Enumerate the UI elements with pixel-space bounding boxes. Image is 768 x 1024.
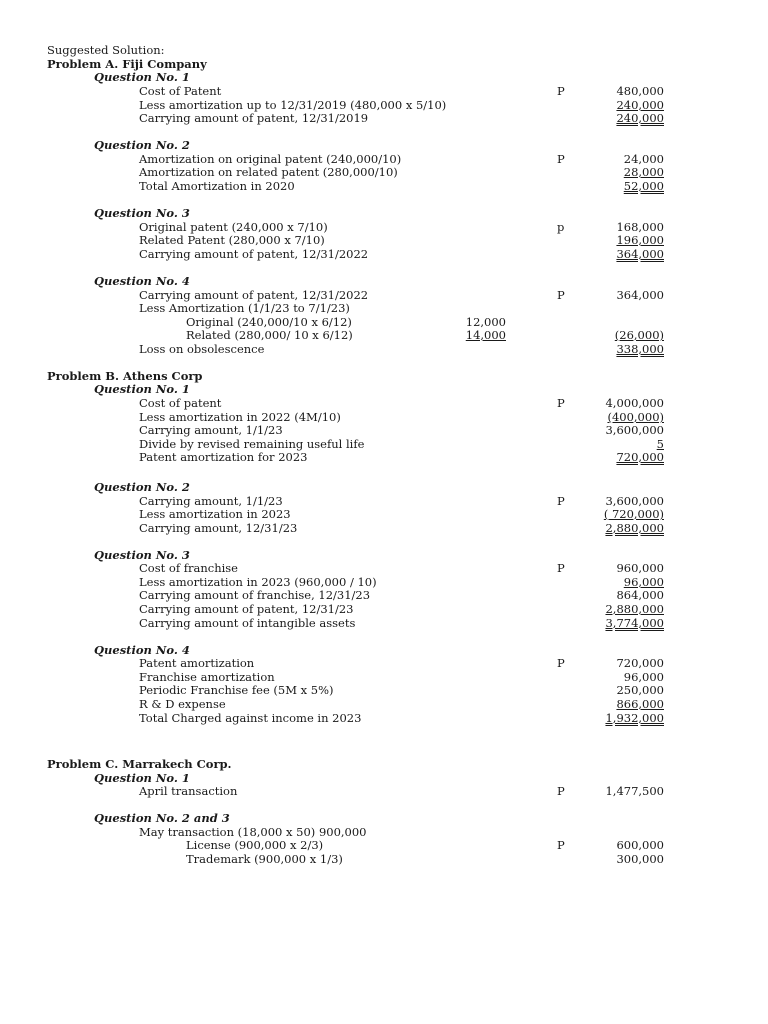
question-label: Question No. 1 — [94, 70, 190, 84]
line-item — [0, 410, 768, 424]
line-item — [0, 152, 768, 166]
line-item-text: Less amortization in 2023 — [139, 507, 291, 521]
line-item — [0, 342, 768, 356]
line-item-amount: 52,000 — [623, 179, 664, 193]
line-item — [0, 220, 768, 234]
line-item-text: Patent amortization — [139, 656, 255, 670]
line-item — [0, 328, 768, 342]
line-item — [0, 111, 768, 125]
peso-sign: P — [557, 656, 565, 670]
line-item-text: Franchise amortization — [139, 670, 275, 684]
peso-sign: P — [557, 84, 565, 98]
line-item-text: Carrying amount of intangible assets — [139, 616, 356, 630]
line-item — [0, 852, 768, 866]
line-item — [0, 697, 768, 711]
intro-heading: Suggested Solution: — [47, 43, 165, 57]
peso-sign: P — [557, 396, 565, 410]
line-item-amount: 3,600,000 — [605, 494, 664, 508]
line-item-text: Carrying amount of patent, 12/31/2022 — [139, 288, 369, 302]
line-item — [0, 825, 768, 839]
line-item-amount: 1,477,500 — [605, 784, 664, 798]
line-item-text: Divide by revised remaining useful life — [139, 437, 365, 451]
question-label: Question No. 4 — [94, 274, 190, 288]
line-item-amount: 24,000 — [623, 152, 664, 166]
line-item-text: Carrying amount of patent, 12/31/2022 — [139, 247, 369, 261]
line-item-amount: 720,000 — [616, 450, 664, 464]
line-item-text: Carrying amount, 1/1/23 — [139, 423, 283, 437]
line-item-amount: (400,000) — [607, 410, 664, 424]
line-item-text: Cost of patent — [139, 396, 222, 410]
line-item-text: Carrying amount of franchise, 12/31/23 — [139, 588, 371, 602]
line-item-amount: 864,000 — [616, 588, 664, 602]
line-item — [0, 838, 768, 852]
line-item-text: Less amortization up to 12/31/2019 (480,000 x 5/10) — [139, 98, 447, 112]
line-item-text: May transaction (18,000 x 50) 900,000 — [139, 825, 367, 839]
line-item-text: Patent amortization for 2023 — [139, 450, 308, 464]
line-item-amount: 2,880,000 — [605, 602, 664, 616]
line-item — [0, 301, 768, 315]
line-item — [0, 179, 768, 193]
line-item-text: Original (240,000/10 x 6/12) — [186, 315, 352, 329]
line-item-text: Less amortization in 2022 (4M/10) — [139, 410, 341, 424]
peso-sign: P — [557, 784, 565, 798]
line-item-text: Less amortization in 2023 (960,000 / 10) — [139, 575, 377, 589]
line-item-text: Loss on obsolescence — [139, 342, 265, 356]
peso-sign: P — [557, 288, 565, 302]
line-item-text: Cost of Patent — [139, 84, 222, 98]
line-item-text: Related Patent (280,000 x 7/10) — [139, 233, 325, 247]
problem-c-title: Problem C. Marrakech Corp. — [47, 757, 232, 771]
line-item-amount: 364,000 — [616, 247, 664, 261]
line-item-amount: 480,000 — [616, 84, 664, 98]
line-item-amount: 240,000 — [616, 111, 664, 125]
line-item — [0, 670, 768, 684]
line-item-amount: ( 720,000) — [603, 507, 664, 521]
line-item-text: Carrying amount, 12/31/23 — [139, 521, 298, 535]
line-item — [0, 315, 768, 329]
line-item-amount: 240,000 — [616, 98, 664, 112]
question-label: Question No. 1 — [94, 382, 190, 396]
peso-sign: P — [557, 152, 565, 166]
line-item-text: April transaction — [139, 784, 238, 798]
problem-a-title: Problem A. Fiji Company — [47, 57, 207, 71]
line-item — [0, 437, 768, 451]
question-label: Question No. 2 — [94, 480, 190, 494]
line-item-text: Total Amortization in 2020 — [139, 179, 295, 193]
line-item-amount: (26,000) — [614, 328, 664, 342]
line-item-amount: 28,000 — [623, 165, 664, 179]
line-item-text: Carrying amount of patent, 12/31/23 — [139, 602, 354, 616]
line-item-amount: 338,000 — [616, 342, 664, 356]
question-label: Question No. 2 and 3 — [94, 811, 230, 825]
line-item — [0, 711, 768, 725]
line-item-amount: 2,880,000 — [605, 521, 664, 535]
question-label: Question No. 1 — [94, 771, 190, 785]
question-label: Question No. 2 — [94, 138, 190, 152]
peso-sign: P — [557, 561, 565, 575]
line-item-amount: 168,000 — [616, 220, 664, 234]
line-item — [0, 396, 768, 410]
line-item-text: Trademark (900,000 x 1/3) — [186, 852, 343, 866]
line-item-amount: 96,000 — [623, 670, 664, 684]
line-item-amount: 3,600,000 — [605, 423, 664, 437]
line-item-amount: 866,000 — [616, 697, 664, 711]
question-label: Question No. 4 — [94, 643, 190, 657]
line-item-text: Cost of franchise — [139, 561, 238, 575]
question-label: Question No. 3 — [94, 548, 190, 562]
line-item-amount: 250,000 — [616, 683, 664, 697]
line-item-text: License (900,000 x 2/3) — [186, 838, 324, 852]
line-item — [0, 165, 768, 179]
line-item-amount: 300,000 — [616, 852, 664, 866]
line-item-amount: 5 — [656, 437, 664, 451]
line-item — [0, 683, 768, 697]
line-item — [0, 288, 768, 302]
line-item-text: Related (280,000/ 10 x 6/12) — [186, 328, 353, 342]
line-item — [0, 233, 768, 247]
line-item-amount: 1,932,000 — [605, 711, 664, 725]
line-item — [0, 423, 768, 437]
line-item — [0, 84, 768, 98]
peso-sign: P — [557, 494, 565, 508]
question-label: Question No. 3 — [94, 206, 190, 220]
line-item — [0, 507, 768, 521]
line-item-text: R & D expense — [139, 697, 226, 711]
line-item-amount: 720,000 — [616, 656, 664, 670]
line-item-text: Carrying amount of patent, 12/31/2019 — [139, 111, 369, 125]
line-item — [0, 450, 768, 464]
line-item-amount: 364,000 — [616, 288, 664, 302]
line-item — [0, 784, 768, 798]
line-item-amount: 960,000 — [616, 561, 664, 575]
line-item — [0, 98, 768, 112]
line-item-text: Less Amortization (1/1/23 to 7/1/23) — [139, 301, 350, 315]
line-item-amount: 4,000,000 — [605, 396, 664, 410]
peso-sign: p — [557, 220, 565, 234]
line-item — [0, 494, 768, 508]
line-item — [0, 656, 768, 670]
line-item-subamount: 14,000 — [465, 328, 506, 342]
line-item-amount: 600,000 — [616, 838, 664, 852]
peso-sign: P — [557, 838, 565, 852]
line-item — [0, 602, 768, 616]
line-item-text: Amortization on original patent (240,000/10) — [139, 152, 402, 166]
problem-b-title: Problem B. Athens Corp — [47, 369, 203, 383]
line-item-text: Carrying amount, 1/1/23 — [139, 494, 283, 508]
line-item — [0, 588, 768, 602]
line-item-amount: 3,774,000 — [605, 616, 664, 630]
line-item-text: Total Charged against income in 2023 — [139, 711, 362, 725]
line-item-subamount: 12,000 — [465, 315, 506, 329]
line-item — [0, 521, 768, 535]
line-item — [0, 575, 768, 589]
line-item — [0, 247, 768, 261]
line-item-text: Periodic Franchise fee (5M x 5%) — [139, 683, 334, 697]
line-item-amount: 196,000 — [616, 233, 664, 247]
line-item-text: Original patent (240,000 x 7/10) — [139, 220, 328, 234]
line-item-amount: 96,000 — [623, 575, 664, 589]
line-item — [0, 616, 768, 630]
line-item-text: Amortization on related patent (280,000/10) — [139, 165, 398, 179]
line-item — [0, 561, 768, 575]
